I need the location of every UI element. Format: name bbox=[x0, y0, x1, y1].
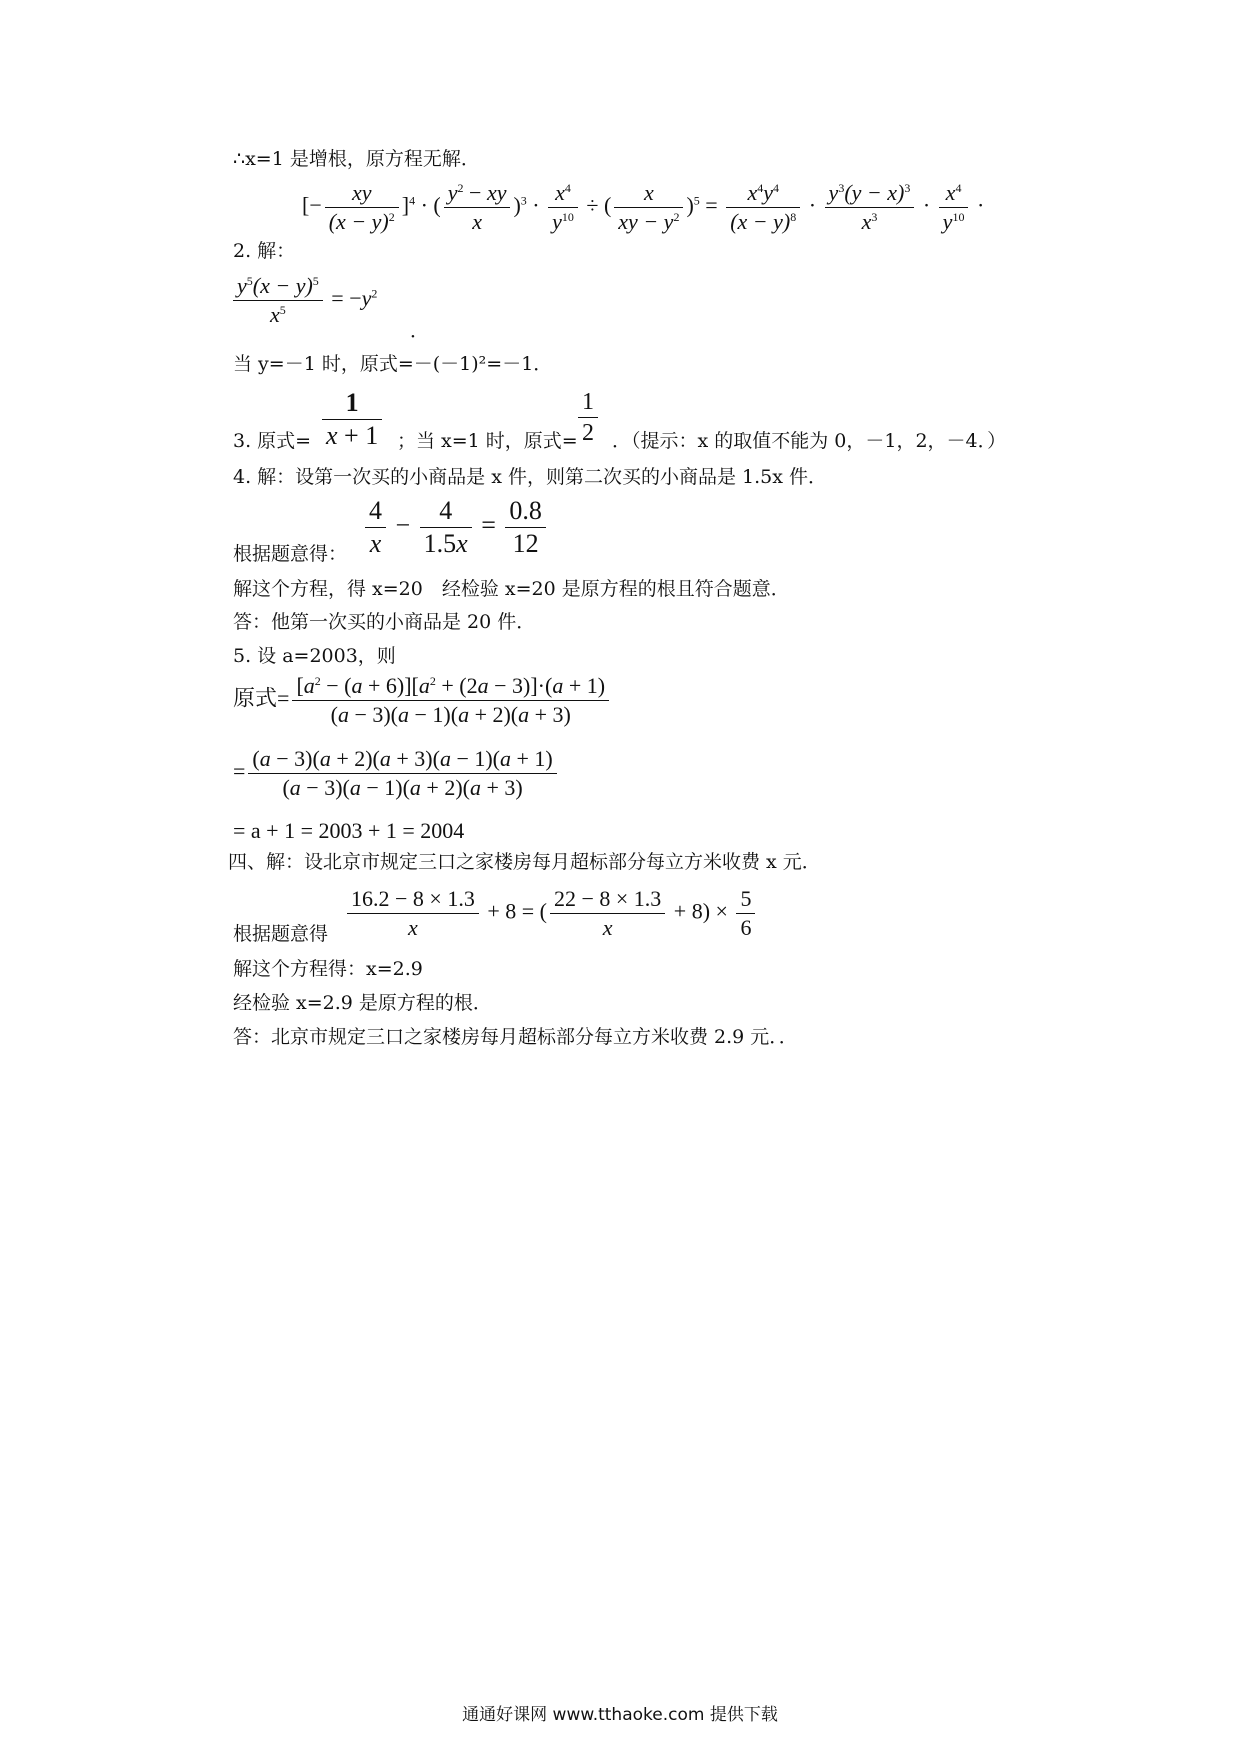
label-problem-2: 2. 解： bbox=[233, 240, 296, 262]
label-according: 根据题意得： bbox=[233, 543, 348, 565]
fraction-problem-3a: $\frac{1}{x + 1}$ bbox=[322, 390, 382, 449]
label-original: 原式 bbox=[233, 686, 278, 712]
line-problem-3 bbox=[233, 432, 311, 451]
equation-problem-4: $\frac{4}{x}$ − $\frac{4}{1.5x}$ = $\frac{0.8}{12}$ bbox=[362, 498, 549, 557]
line-check-part-4: 经检验 x=2.9 是原方程的根． bbox=[233, 992, 492, 1014]
equation-problem-5b: = $\frac{(a - 3)(a + 2)(a + 3)(a - 1)(a + 1)}{(a - 3)(a - 1)(a + 2)(a + 3)}$ bbox=[233, 748, 560, 799]
line-solve-part-4: 解这个方程得：x=2.9 bbox=[233, 958, 423, 980]
line-solve-4: 解这个方程，得 x=20 经检验 x=20 是原方程的根且符合题意． bbox=[233, 578, 790, 600]
label-according-2: 根据题意得 bbox=[233, 923, 329, 945]
line-answer-part-4: 答：北京市规定三口之家楼房每月超标部分每立方米收费 2.9 元．． bbox=[233, 1026, 798, 1048]
line-problem-4: 4. 解：设第一次买的小商品是 x 件，则第二次买的小商品是 1.5x 件． bbox=[233, 466, 827, 488]
line-part-4: 四、解：设北京市规定三口之家楼房每月超标部分每立方米收费 x 元． bbox=[228, 851, 821, 873]
equation-part-4: $\frac{16.2 - 8 \times 1.3}{x}$ + 8 = ( $\frac{22 - 8 \times 1.3}{x}$ + 8) × $\frac{5}{6}$ bbox=[344, 888, 758, 939]
expression-result-2: $\frac{y^5(x - y)^5}{x^5}$ = $-y^2$ bbox=[233, 275, 377, 326]
line-answer-4: 答：他第一次买的小商品是 20 件． bbox=[233, 611, 536, 633]
fraction-problem-3b: $\frac{1}{2}$ bbox=[578, 390, 598, 445]
problem-3-hint: ．（提示：x 的取值不能为 0，－1，2，－4．） bbox=[612, 430, 1007, 452]
line-conclusion: ∴x=1 是增根，原方程无解． bbox=[233, 148, 480, 170]
equation-problem-5a: 原式= $\frac{[a^2 - (a + 6)][a^2 + (2a - 3)]\cdot(a + 1)}{(a - 3)(a - 1)(a + 2)(a + 3)}$ bbox=[233, 675, 612, 726]
line-problem-5: 5. 设 a=2003，则 bbox=[233, 645, 396, 667]
problem-3-prefix: 3. 原式= bbox=[233, 430, 312, 452]
page-footer: 通通好课网 www.tthaoke.com 提供下载 bbox=[462, 1705, 778, 1725]
expression-problem-2: [− $\frac{xy}{(x - y)^2}$ ]$^4$ · ( $\frac{y^2 - xy}{x}$ )$^3$ · $\frac{x^4}{y^{10}}$ ÷ ( $\frac{x}{xy - y^2}$ )$^5$ = $\frac{x^4y^4}{(x - y)^8}$ · $\frac{y^3(y - x)^3}{x^3}$ · $\frac{x^4}{y^{10}}$ · bbox=[302, 180, 985, 234]
problem-3-middle: ；当 x=1 时，原式= bbox=[397, 430, 578, 452]
equation-problem-5c: = a + 1 = 2003 + 1 = 2004 bbox=[233, 818, 465, 843]
result-2-period: ． bbox=[410, 320, 430, 342]
line-evaluate: 当 y=－1 时，原式=－(－1)²=－1． bbox=[233, 353, 553, 375]
